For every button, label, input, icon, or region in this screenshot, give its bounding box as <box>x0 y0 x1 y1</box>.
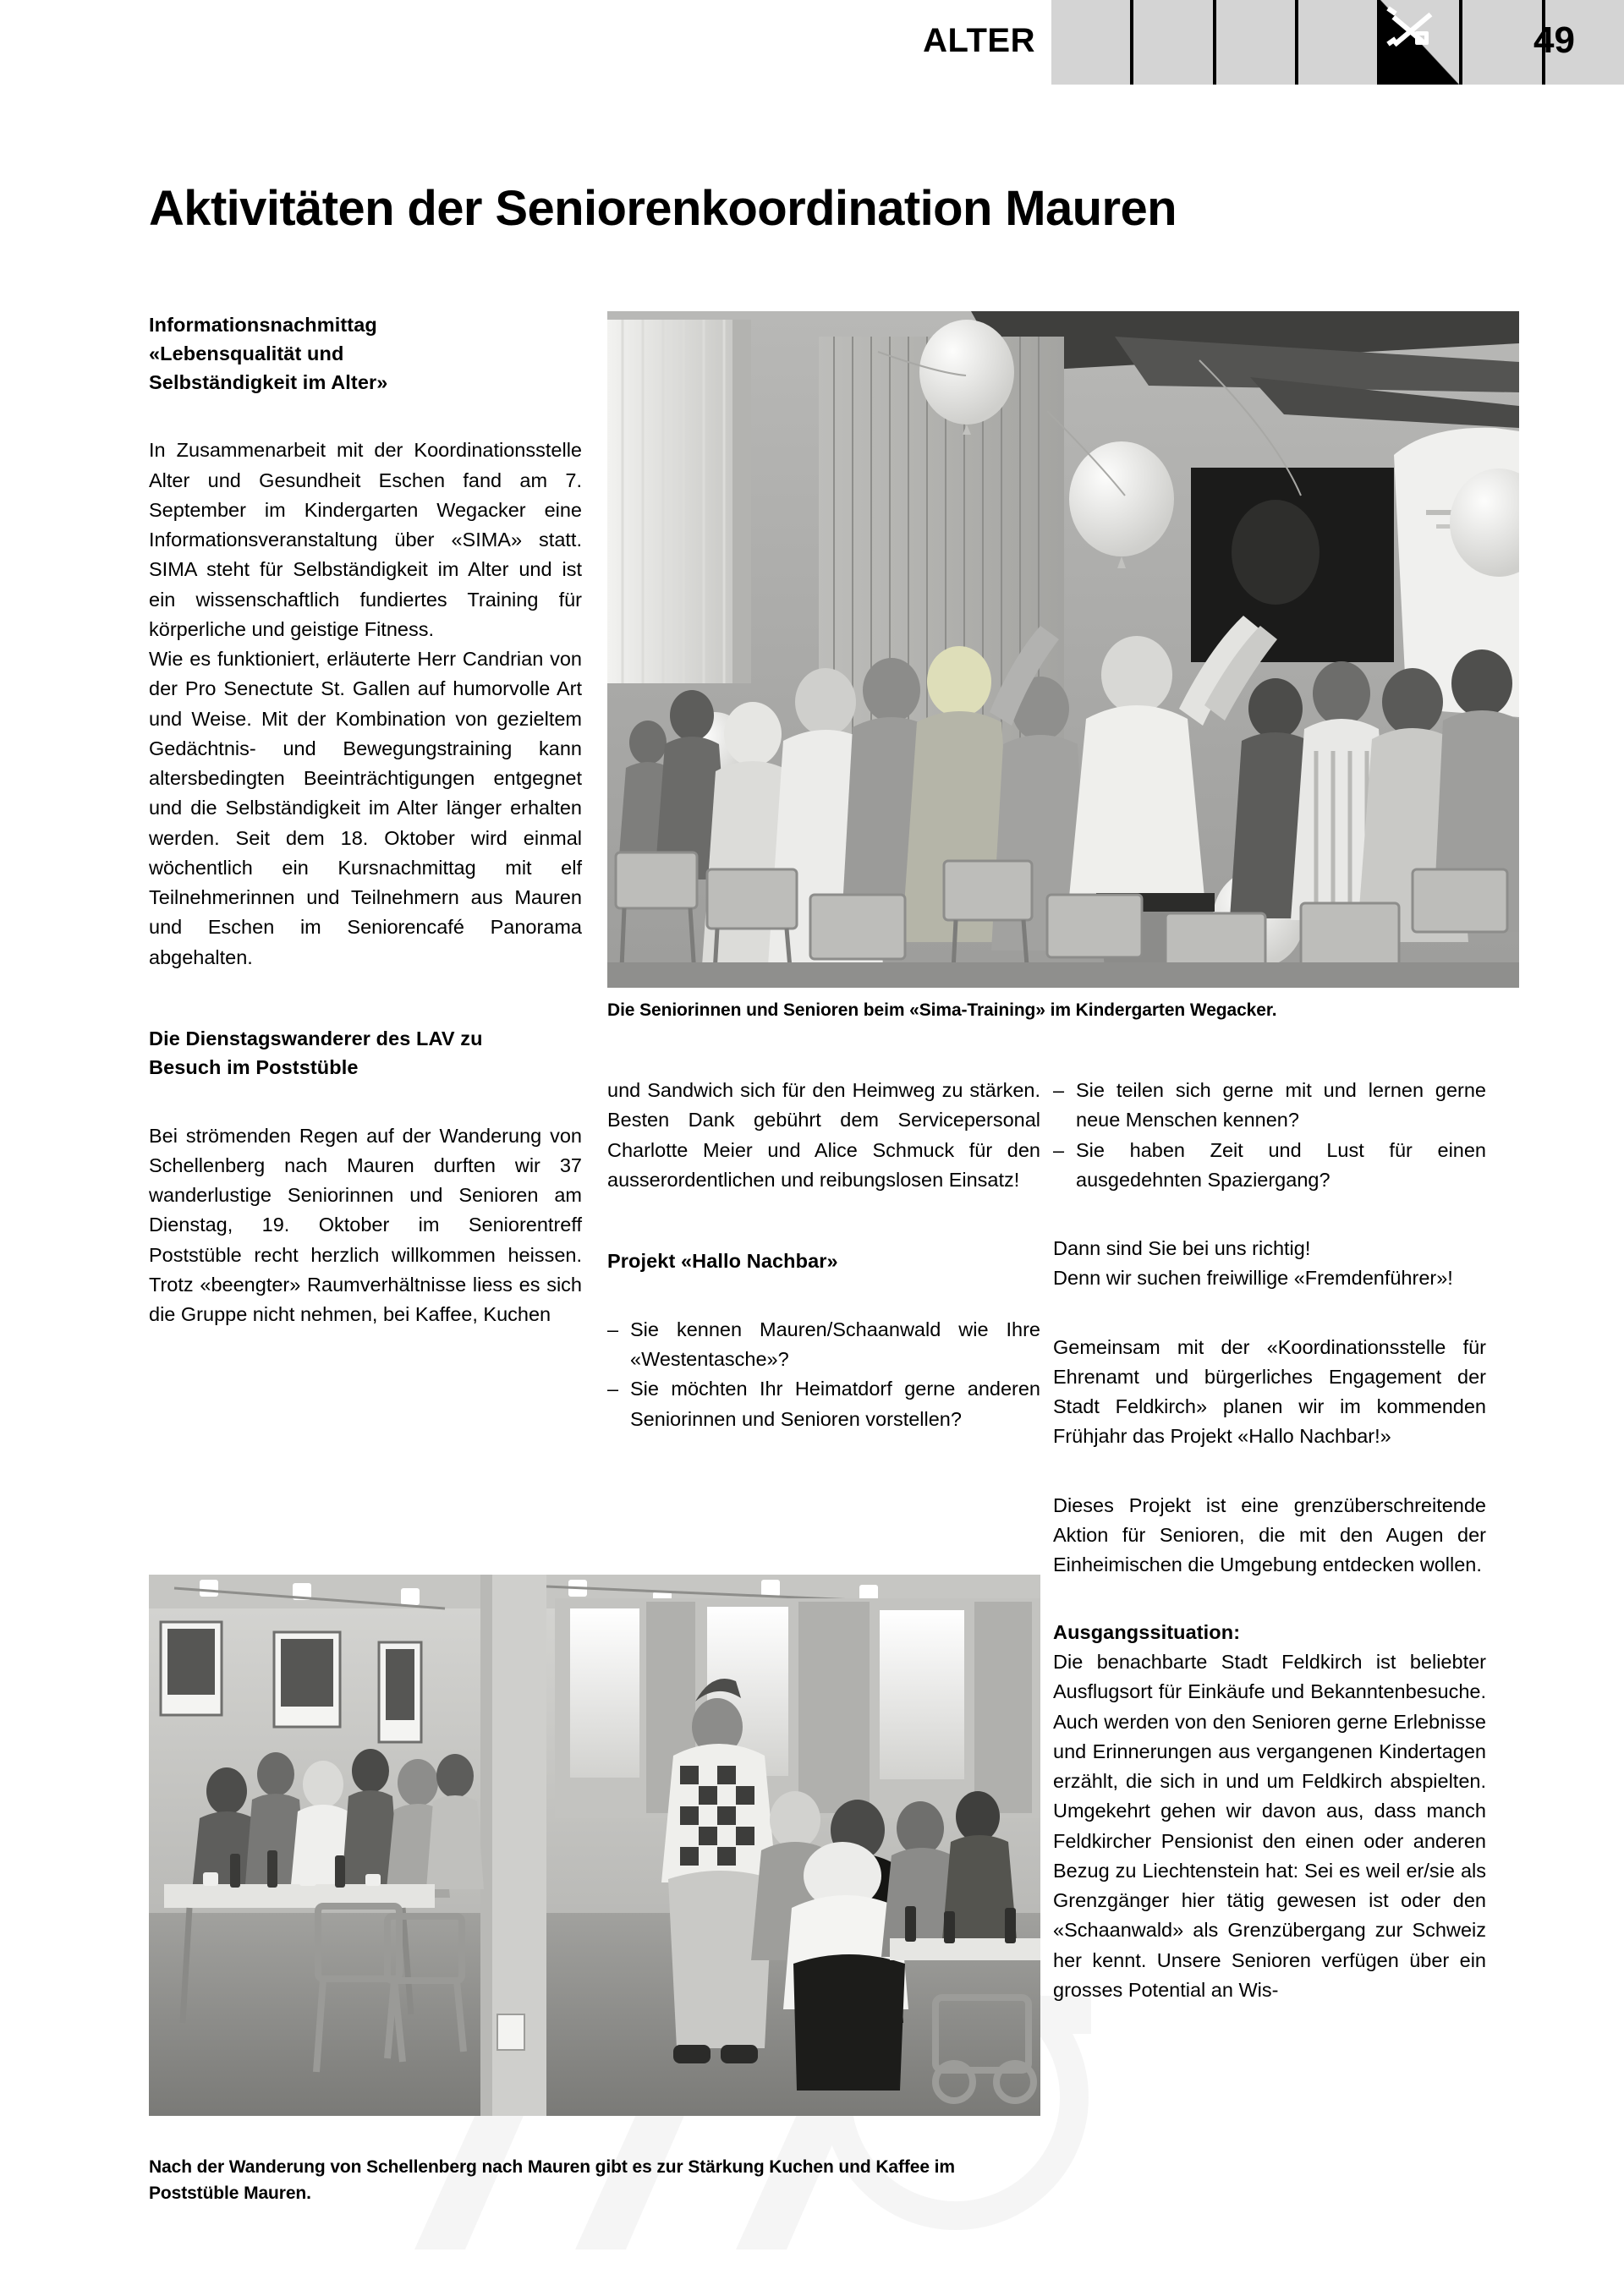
poststueble-photo <box>149 1575 1040 2116</box>
header-segment <box>1298 0 1380 85</box>
sima-training-photo <box>607 311 1519 988</box>
paragraph: In Zusammenarbeit mit der Koordinationsstelle Alter und Gesundheit Eschen fand am 7. September im Kindergarten Wegacker eine Informationsveranstaltung über «SIMA» statt. SIMA steht für Selbständigkeit im Alter und ist ein wissenschaftlich fundiertes Training für körperliche und geistige Fitness. <box>149 439 582 640</box>
page-title: Aktivitäten der Seniorenkoordination Mauren <box>149 180 1177 236</box>
list-item: – Sie haben Zeit und Lust für einen ausgedehnten Spaziergang? <box>1053 1136 1486 1196</box>
right-column <box>1053 1076 1486 2005</box>
header-segment <box>1216 0 1298 85</box>
page-number: 49 <box>1533 19 1575 61</box>
list-item: – Sie kennen Mauren/Schaanwald wie Ihre «Westentasche»? <box>607 1315 1040 1375</box>
header-segment <box>1133 0 1215 85</box>
section-label: ALTER <box>923 22 1035 59</box>
mauren-coat-of-arms-icon <box>1380 0 1462 85</box>
paragraph: Dieses Projekt ist eine grenzüberschreitende Aktion für Senioren, die mit den Augen der Einheimischen die Umgebung entdecken wollen. <box>1053 1493 1486 1575</box>
paragraph: Denn wir suchen freiwillige «Fremdenführer»! <box>1053 1267 1453 1290</box>
bullet-list <box>607 1315 1040 1434</box>
sima-training-photo-caption: Die Seniorinnen und Senioren beim «Sima-Training» im Kindergarten Wegacker. <box>607 1000 1277 1020</box>
paragraph: Bei strömenden Regen auf der Wanderung von Schellenberg nach Mauren durften wir 37 wanderlustige Seniorinnen und Senioren am Dienstag, 19. Oktober im Seniorentreff Poststüble recht herzlich willkommen heissen. Trotz «beengter» Raumverhältnisse liess es sich die Gruppe nicht nehmen, bei Kaffee, Kuchen <box>149 1124 582 1326</box>
paragraph: Wie es funktioniert, erläuterte Herr Candrian von der Pro Senectute St. Gallen auf humorvolle Art und Weise. Mit der Kombination von gezieltem Gedächtnis- und Bewegungstraining kann altersbedingten Beeinträchtigungen entgegnet und die Selbständigkeit im Alter länger erhalten werden. Seit dem 18. Oktober wird einmal wöchentlich ein Kursnachmittag mit elf Teilnehmerinnen und Teilnehmern aus Mauren und Eschen im Seniorencafé Panorama abgehalten. <box>149 648 582 968</box>
paragraph-line: Dann sind Sie bei uns richtig! <box>1053 1237 1311 1259</box>
header-segment <box>1051 0 1133 85</box>
bullet-list <box>1053 1076 1486 1195</box>
heading-line: «Lebensqualität und <box>149 342 344 364</box>
heading-line: Die Dienstagswanderer des LAV zu <box>149 1027 483 1049</box>
heading-line: Selbständigkeit im Alter» <box>149 370 388 393</box>
list-item: – Sie möchten Ihr Heimatdorf gerne anderen Seniorinnen und Senioren vorstellen? <box>607 1374 1040 1434</box>
heading-line: Besuch im Poststüble <box>149 1055 359 1078</box>
list-item: – Sie teilen sich gerne mit und lernen gerne neue Menschen kennen? <box>1053 1076 1486 1136</box>
middle-column <box>607 1076 1040 1434</box>
heading-line: Informationsnachmittag <box>149 314 377 336</box>
paragraph: Gemeinsam mit der «Koordinationsstelle für Ehrenamt und bürgerliches Engagement der Stadt Feldkirch» planen wir im kommenden Frühjahr das Projekt «Hallo Nachbar!» <box>1053 1335 1486 1448</box>
paragraph: Die benachbarte Stadt Feldkirch ist beliebter Ausflugsort für Einkäufe und Bekanntenbesuche. Auch werden von den Senioren gerne Erlebnisse und Erinnerungen aus vergangenen Kindertagen erzählt, die sich in und um Feldkirch abspielten. Umgekehrt gehen wir davon aus, dass manch Feldkircher Pensionist den einen oder anderen Bezug zu Liechtenstein hat: Sei es weil er/sie als Grenzgänger hier tätig gewesen ist oder den «Schaanwald» als Grenzübergang zur Schweiz her kennt. Unsere Senioren verfügen über ein grosses Potential an Wis- <box>1053 1651 1486 2001</box>
heading-projekt-hallo-nachbar: Projekt «Hallo Nachbar» <box>607 1250 838 1272</box>
poststueble-photo-caption: Nach der Wanderung von Schellenberg nach Mauren gibt es zur Stärkung Kuchen und Kaffee im Poststüble Mauren. <box>149 2157 955 2203</box>
heading-ausgangssituation: Ausgangssituation: <box>1053 1621 1241 1644</box>
page-header <box>0 0 1624 88</box>
heading-dienstagswanderer <box>149 1025 582 1082</box>
left-column <box>149 311 582 1329</box>
heading-informationsnachmittag <box>149 311 582 397</box>
paragraph: und Sandwich sich für den Heimweg zu stärken. Besten Dank gebührt dem Servicepersonal Charlotte Meier und Alice Schmuck für den ausserordentlichen und reibungslosen Einsatz! <box>607 1079 1040 1191</box>
